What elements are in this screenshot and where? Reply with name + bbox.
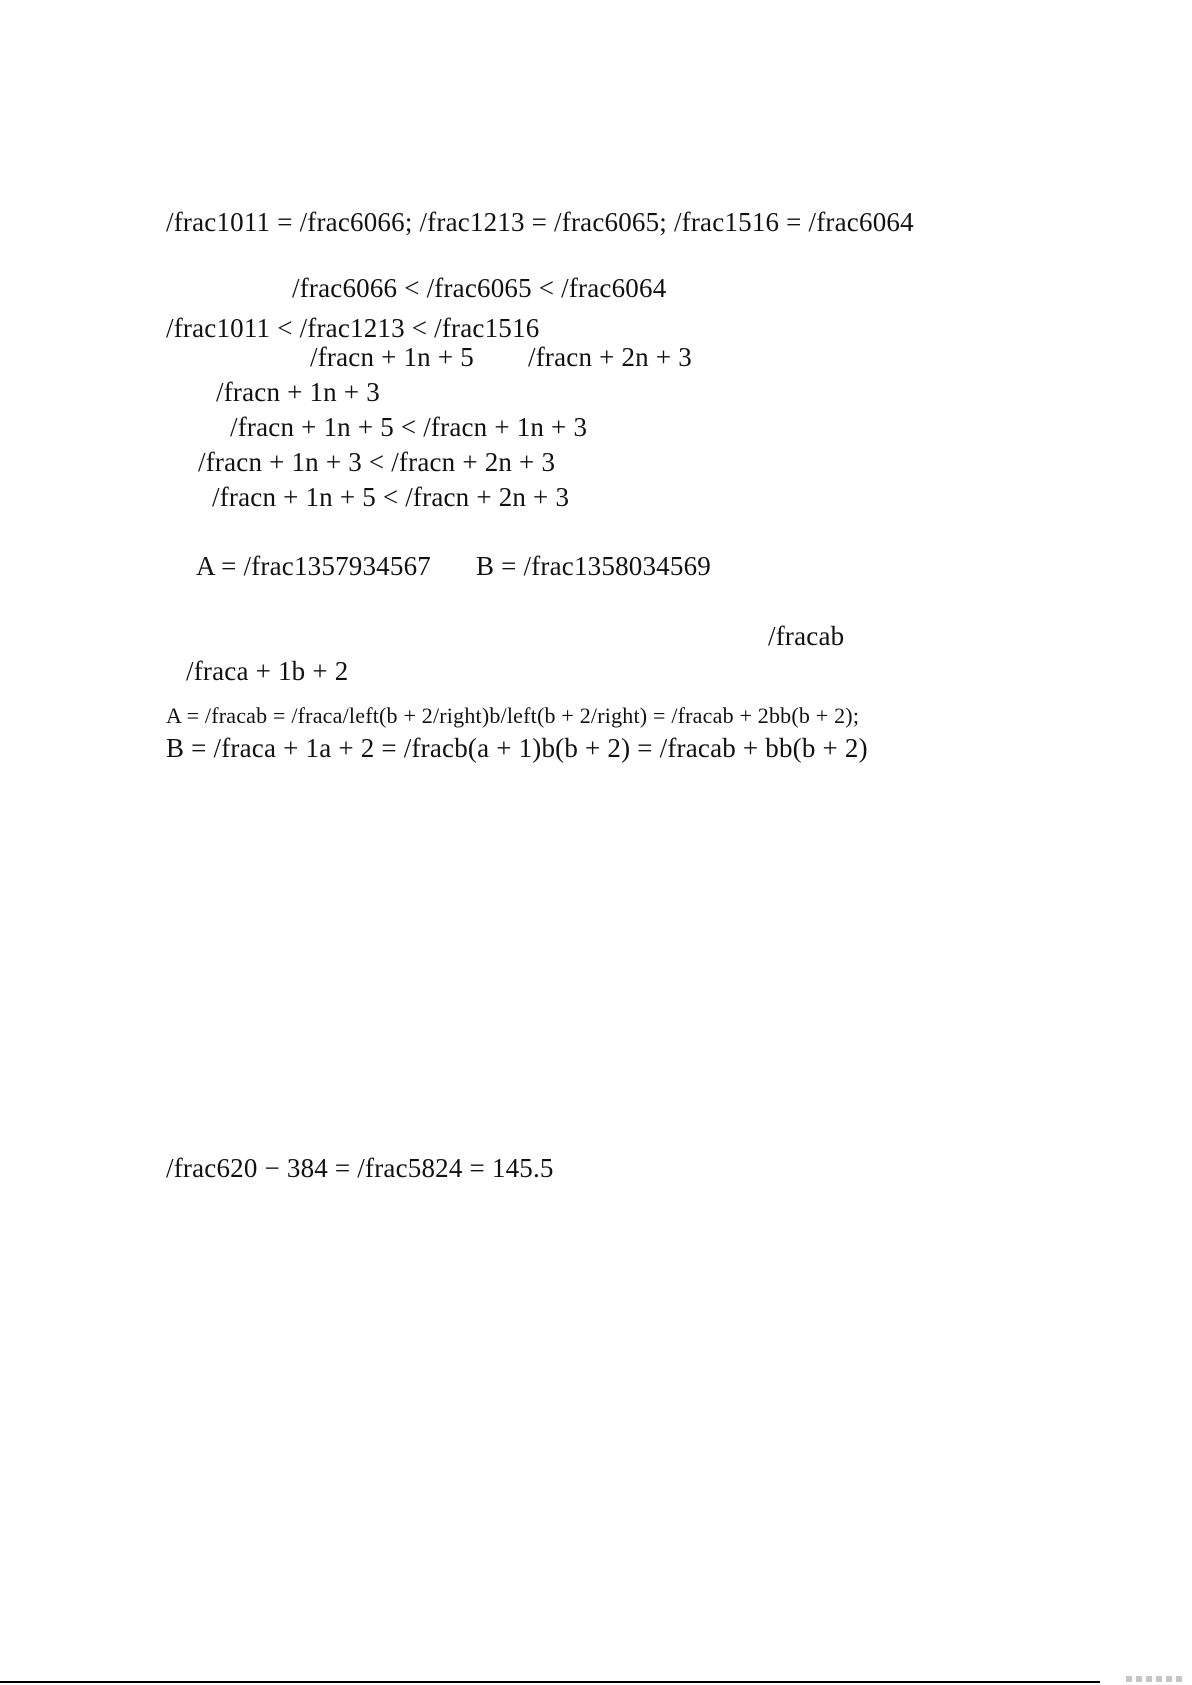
equation-line: /fracn + 1n + 3 < /fracn + 2n + 3 (198, 447, 556, 477)
equation-line: /fracn + 1n + 5 < /fracn + 1n + 3 (230, 412, 588, 442)
equation-line: /fraca + 1b + 2 (186, 656, 349, 686)
equation-line: A = /fracab = /fraca/left(b + 2/right)b/left(b + 2/right) = /fracab + 2bb(b + 2); (166, 703, 860, 728)
equation-line: /fracn + 1n + 5 < /fracn + 2n + 3 (212, 482, 570, 512)
equation-line: /frac1011 < /frac1213 < /frac1516 (166, 313, 540, 343)
page-bottom-rule (0, 1681, 1100, 1683)
equation-line: /frac620 − 384 = /frac5824 = 145.5 (166, 1153, 554, 1183)
equation-line: /fracn + 1n + 5 (310, 342, 474, 372)
equation-line: B = /fraca + 1a + 2 = /fracb(a + 1)b(b + 2) = /fracab + bb(b + 2) (166, 733, 868, 763)
faint-corner-mark (1126, 1676, 1184, 1682)
equation-line: B = /frac1358034569 (476, 551, 711, 581)
equation-line: /fracn + 1n + 3 (216, 377, 380, 407)
equation-line: /fracn + 2n + 3 (528, 342, 692, 372)
equation-line: /frac6066 < /frac6065 < /frac6064 (292, 273, 667, 303)
equation-line: A = /frac1357934567 (196, 551, 431, 581)
equation-line: /fracab (768, 621, 845, 651)
equation-line: /frac1011 = /frac6066; /frac1213 = /frac6065; /frac1516 = /frac6064 (166, 207, 914, 237)
